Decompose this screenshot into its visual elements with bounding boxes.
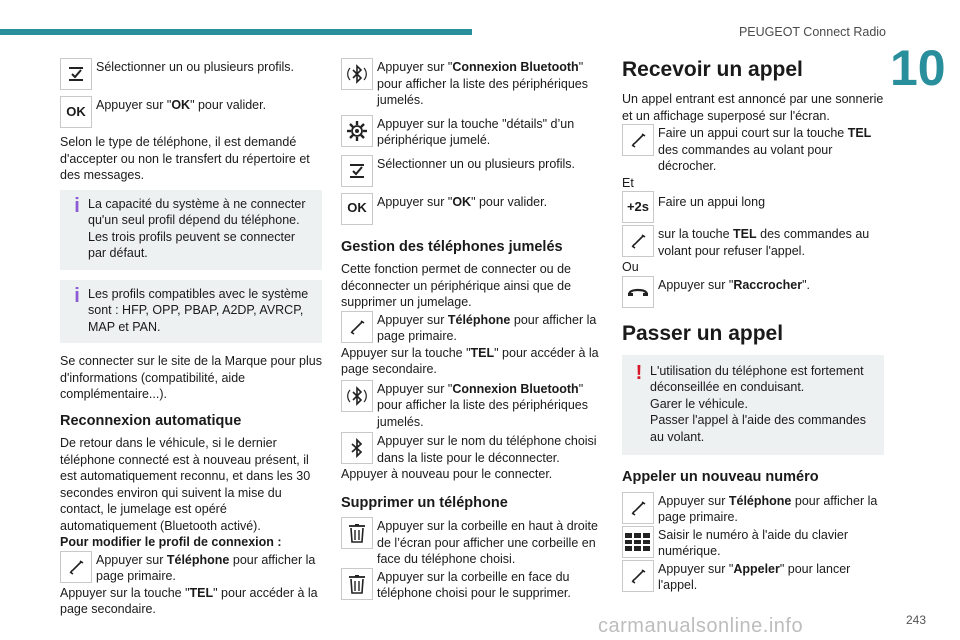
step-refuse-call: sur la touche TEL des commandes au volant pour refuser l'appel.: [622, 225, 884, 259]
paragraph-tel-secondary: Appuyer sur la touche "TEL" pour accéder à la page secondaire.: [60, 585, 318, 616]
step-phone-primary: Appuyer sur Téléphone pour afficher la page primaire.: [622, 492, 884, 526]
bluetooth-icon: [341, 380, 373, 412]
paragraph-transfer: Selon le type de téléphone, il est demandé d'accepter ou non le transfert du répertoire et des messages.: [60, 135, 310, 182]
checklist-icon: [341, 155, 373, 187]
step-call: Appuyer sur "Appeler" pour lancer l'appel.: [622, 560, 884, 594]
step-phone-primary: Appuyer sur Téléphone pour afficher la page primaire.: [60, 551, 322, 585]
page-header-title: PEUGEOT Connect Radio: [738, 25, 886, 39]
ok-icon: OK: [341, 193, 373, 225]
long-press-2s-icon: +2s: [622, 191, 654, 223]
step-bluetooth-connection: Appuyer sur "Connexion Bluetooth" pour afficher la liste des périphériques jumelés.: [341, 380, 603, 431]
paragraph-gestion: Cette fonction permet de connecter ou de déconnecter un périphérique ainsi que de supprimer un jumelage.: [341, 262, 572, 309]
page-number: 243: [905, 612, 926, 627]
step-phone-primary: Appuyer sur Téléphone pour afficher la page primaire.: [341, 311, 603, 345]
heading-recevoir: Recevoir un appel: [622, 58, 803, 81]
step-hang-up: Appuyer sur "Raccrocher".: [622, 276, 884, 308]
step-select-profiles: Sélectionner un ou plusieurs profils.: [60, 58, 322, 90]
checklist-icon: [60, 58, 92, 90]
info-icon: i: [74, 194, 80, 217]
bluetooth-icon: [341, 432, 373, 464]
heading-modify-profile: Pour modifier le profil de connexion :: [60, 535, 282, 549]
watermark: carmanualsonline.info: [598, 614, 804, 637]
step-bluetooth-connection: Appuyer sur "Connexion Bluetooth" pour afficher la liste des périphériques jumelés.: [341, 58, 603, 109]
phone-handset-icon: [60, 551, 92, 583]
trash-icon: [341, 517, 373, 549]
heading-passer: Passer un appel: [622, 321, 784, 345]
step-short-press: Faire un appui court sur la touche TEL des commandes au volant pour décrocher.: [622, 124, 884, 175]
phone-handset-icon: [341, 311, 373, 343]
label-et: Et: [622, 175, 634, 190]
phone-handset-icon: [622, 560, 654, 592]
phone-handset-icon: [622, 124, 654, 156]
ok-icon: OK: [60, 96, 92, 128]
keypad-icon: [622, 526, 654, 558]
step-ok-validate: OK Appuyer sur "OK" pour valider.: [60, 96, 322, 128]
header-accent-bar: [0, 29, 472, 35]
paragraph-website: Se connecter sur le site de la Marque pour plus d'informations (compatibilité, aide complémentaire...).: [60, 354, 322, 401]
column-1: [60, 58, 322, 624]
trash-icon: [341, 568, 373, 600]
label-ou: Ou: [622, 260, 639, 274]
heading-reconnexion: Reconnexion automatique: [60, 412, 242, 429]
heading-supprimer: Supprimer un téléphone: [341, 494, 508, 511]
step-long-press: +2s Faire un appui long: [622, 191, 884, 223]
heading-gestion: Gestion des téléphones jumelés: [341, 238, 563, 255]
step-keypad: Saisir le numéro à l'aide du clavier numérique.: [622, 526, 884, 560]
step-disconnect-phone: Appuyer sur le nom du téléphone choisi dans la liste pour le déconnecter.: [341, 432, 603, 466]
paragraph-incoming: Un appel entrant est annoncé par une sonnerie et un affichage superposé sur l'écran.: [622, 92, 884, 123]
paragraph-reconnect: Appuyer à nouveau pour le connecter.: [341, 467, 553, 481]
hang-up-icon: [622, 276, 654, 308]
warning-icon: !: [635, 361, 643, 384]
bluetooth-icon: [341, 58, 373, 90]
column-2: [341, 58, 603, 608]
paragraph-auto-reconnect: De retour dans le véhicule, si le dernier téléphone connecté est à nouveau présent, il est automatiquement reconnu, et dans les 30 secondes environ qui suivent la mise du contact, le jumelage est opéré automatiquement (Bluetooth activé).: [60, 436, 311, 533]
chapter-number: 10: [890, 40, 946, 96]
info-note-compatible-profiles: i Les profils compatibles avec le système sont : HFP, OPP, PBAP, A2DP, AVRCP, MAP et PAN.: [60, 280, 322, 344]
step-select-profiles: Sélectionner un ou plusieurs profils.: [341, 155, 603, 187]
phone-handset-icon: [622, 492, 654, 524]
phone-handset-icon: [622, 225, 654, 257]
step-trash-delete: Appuyer sur la corbeille en face du téléphone choisi pour le supprimer.: [341, 568, 603, 602]
info-note-profile-capacity: i La capacité du système à ne connecter qu'un seul profil dépend du téléphone. Les trois profils peuvent se connecter par défaut.: [60, 190, 322, 270]
settings-gear-icon: [341, 115, 373, 147]
step-trash-top: Appuyer sur la corbeille en haut à droite de l’écran pour afficher une corbeille en face du téléphone choisi.: [341, 517, 603, 568]
step-details: Appuyer sur la touche "détails" d’un périphérique jumelé.: [341, 115, 603, 149]
heading-nouveau-numero: Appeler un nouveau numéro: [622, 469, 819, 485]
step-ok-validate: OK Appuyer sur "OK" pour valider.: [341, 193, 603, 225]
info-icon: i: [74, 284, 80, 307]
column-3: [622, 56, 884, 600]
paragraph-tel-secondary: Appuyer sur la touche "TEL" pour accéder à la page secondaire.: [341, 345, 599, 376]
warning-note-driving: ! L'utilisation du téléphone est fortement déconseillée en conduisant. Garer le véhicule. Passer l'appel à l'aide des commandes au volant.: [622, 355, 884, 456]
